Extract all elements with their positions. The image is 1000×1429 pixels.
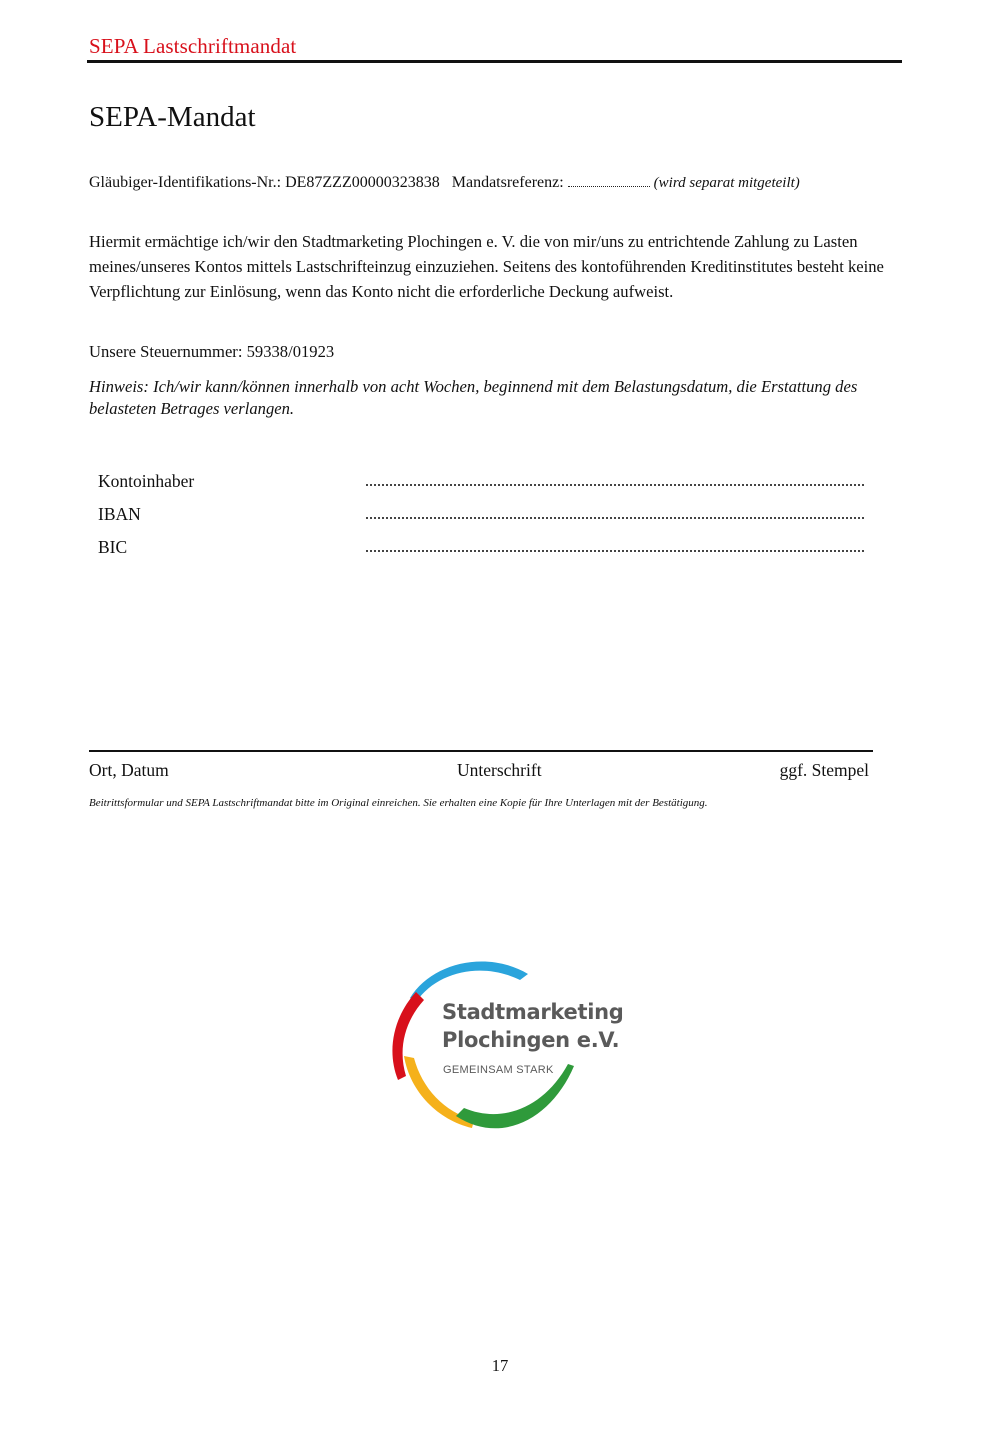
- authorization-text: Hiermit ermächtige ich/wir den Stadtmarketing Plochingen e. V. die von mir/uns zu entrichtende Zahlung zu Lasten meines/unseres Kontos mittels Lastschrifteinzug einzuziehen. Seitens des kontoführenden Kreditinstitutes besteht keine Verpflichtung zur Einlösung, wenn das Konto nicht die erforderliche Deckung aufweist.: [89, 232, 884, 301]
- document-title: SEPA-Mandat: [89, 101, 256, 133]
- mandate-ref-label: Mandatsreferenz:: [451, 174, 564, 191]
- stadtmarketing-logo: [380, 950, 624, 1140]
- field-label: IBAN: [98, 504, 141, 524]
- logo-line-1: Stadtmarketing: [442, 1000, 624, 1024]
- field-account-holder: [98, 469, 868, 493]
- creditor-id: DE87ZZZ00000323838: [285, 174, 440, 191]
- field-label: Kontoinhaber: [98, 471, 195, 491]
- header-divider: [87, 60, 902, 63]
- stamp-label: ggf. Stempel: [779, 760, 869, 780]
- field-label: BIC: [98, 537, 128, 557]
- footnote: Beitrittsformular und SEPA Lastschriftmandat bitte im Original einreichen. Sie erhalten eine Kopie für Ihre Unterlagen mit der Bestätigung.: [89, 797, 708, 809]
- signature-line[interactable]: [89, 750, 873, 752]
- tax-number-label: Unsere Steuernummer:: [89, 342, 243, 361]
- creditor-id-label: Gläubiger-Identifikations-Nr.:: [89, 174, 282, 191]
- hint-text: Hinweis: Ich/wir kann/können innerhalb von acht Wochen, beginnend mit dem Belastungsdatum, die Erstattung des belasteten Betrages verlangen.: [89, 377, 858, 418]
- field-dotted-line[interactable]: [366, 484, 864, 486]
- signature-label: Unterschrift: [457, 760, 542, 780]
- page-number: 17: [491, 1356, 509, 1375]
- place-date-label: Ort, Datum: [89, 760, 169, 780]
- mandate-ref-blank[interactable]: [568, 174, 650, 187]
- tax-number: 59338/01923: [246, 342, 335, 361]
- field-dotted-line[interactable]: [366, 550, 864, 552]
- field-bic: [98, 535, 868, 559]
- tax-number-line: [89, 341, 334, 363]
- field-iban: [98, 502, 868, 526]
- logo-tagline: GEMEINSAM STARK: [443, 1064, 554, 1076]
- header-title: SEPA Lastschriftmandat: [89, 34, 297, 58]
- mandate-ref-note: (wird separat mitgeteilt): [653, 175, 800, 191]
- creditor-line: [89, 172, 901, 194]
- logo-line-2: Plochingen e.V.: [442, 1028, 620, 1052]
- field-dotted-line[interactable]: [366, 517, 864, 519]
